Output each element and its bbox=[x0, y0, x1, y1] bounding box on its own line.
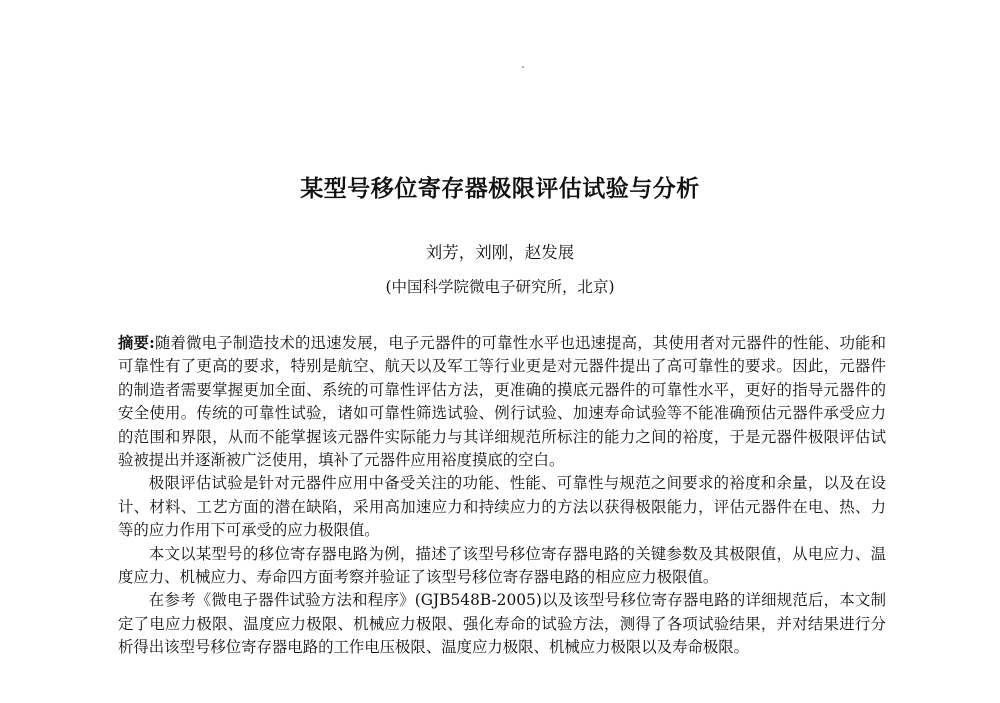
affiliation: (中国科学院微电子研究所，北京) bbox=[385, 278, 615, 296]
abstract-text: 随着微电子制造技术的迅速发展，电子元器件的可靠性水平也迅速提高，其使用者对元器件的性能、功能和可靠性有了更高的要求，特别是航空、航天以及军工等行业更是对元器件提出了高可靠性的要求。因此，元器件的制造者需要掌握更加全面、系统的可靠性评估方法，更准确的摸底元器件的可靠性水平，更好的指导元器件的安全使用。传统的可靠性试验，诸如可靠性筛选试验、例行试验、加速寿命试验等不能准确预估元器件承受应力的范围和界限，从而不能掌握该元器件实际能力与其详细规范所标注的能力之间的裕度，于是元器件极限评估试验被提出并逐渐被广泛使用，填补了元器件应用裕度摸底的空白。 bbox=[118, 334, 886, 470]
paragraph-2: 本文以某型号的移位寄存器电路为例，描述了该型号移位寄存器电路的关键参数及其极限值，从电应力、温度应力、机械应力、寿命四方面考察并验证了该型号移位寄存器电路的相应应力极限值。 bbox=[118, 544, 886, 587]
abstract-label: 摘要: bbox=[118, 334, 155, 352]
body-text bbox=[118, 332, 886, 660]
paragraph-3: 在参考《微电子器件试验方法和程序》(GJB548B-2005)以及该型号移位寄存器电路的详细规范后，本文制定了电应力极限、温度应力极限、机械应力极限、强化寿命的试验方法，测得了各项试验结果，并对结果进行分析得出该型号移位寄存器电路的工作电压极限、温度应力极限、机械应力极限以及寿命极限。 bbox=[118, 591, 886, 657]
abstract-paragraph bbox=[118, 332, 886, 472]
paragraph-1: 极限评估试验是针对元器件应用中备受关注的功能、性能、可靠性与规范之间要求的裕度和余量，以及在设计、材料、工艺方面的潜在缺陷，采用高加速应力和持续应力的方法以获得极限能力，评估元器件在电、热、力等的应力作用下可承受的应力极限值。 bbox=[118, 474, 886, 540]
paper-title: 某型号移位寄存器极限评估试验与分析 bbox=[300, 175, 700, 202]
scan-speck bbox=[522, 66, 524, 68]
author-list: 刘芳，刘刚，赵发展 bbox=[425, 243, 575, 262]
